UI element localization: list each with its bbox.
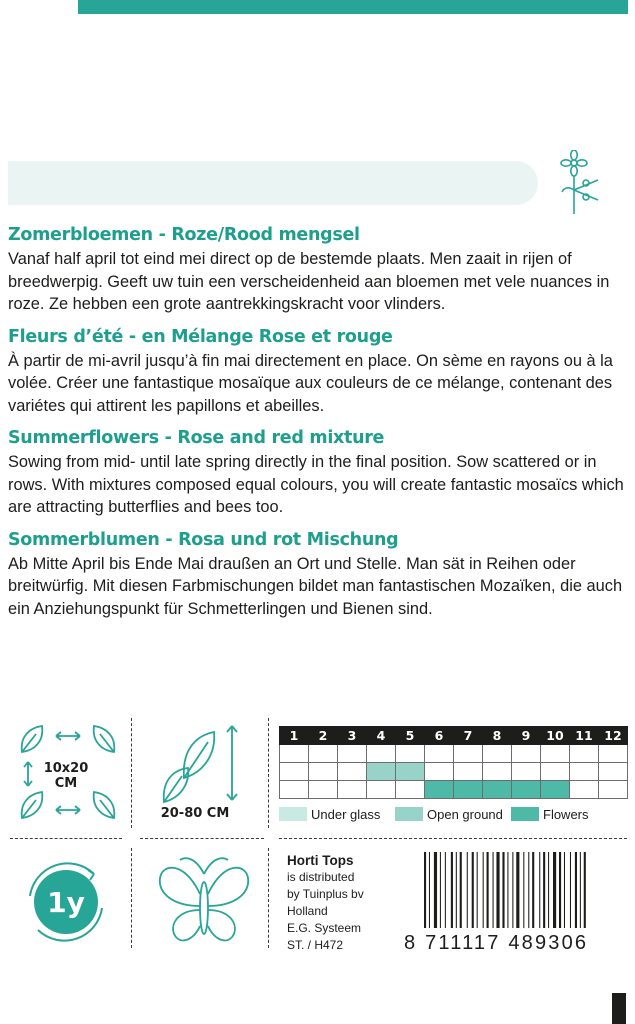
legend-swatch-open-ground [395, 807, 423, 821]
calendar-cell [454, 745, 483, 763]
company-line: Holland [287, 904, 328, 918]
calendar-cell [396, 745, 425, 763]
barcode-bar [564, 852, 565, 928]
calendar-cell [599, 763, 628, 781]
calendar-cell [483, 763, 512, 781]
barcode-bar [575, 852, 577, 928]
distributor-info [287, 852, 364, 954]
barcode-bar [559, 852, 561, 928]
month-header: 9 [512, 727, 541, 745]
calendar-cell [512, 781, 541, 799]
calendar-cell [599, 781, 628, 799]
month-header: 4 [367, 727, 396, 745]
barcode-bar [487, 852, 489, 928]
section-text: Vanaf half april tot eind mei direct op de bestemde plaats. Men zaait in rijen of breedwerpig. Geeft uw tuin een verscheidenheid aan bloemen met vele nuances in roze. Ze hebben een grote aantrekkingskracht voor vlinders. [8, 250, 610, 313]
calendar-cell [367, 763, 396, 781]
section-title: Fleurs d’été - en Mélange Rose et rouge [8, 326, 393, 347]
barcode-bar [424, 852, 426, 928]
calendar-cell [425, 763, 454, 781]
height-label: 20-80 CM [160, 806, 230, 821]
calendar-cell [541, 781, 570, 799]
barcode-bar [456, 852, 457, 928]
spacing-unit: CM [54, 776, 78, 791]
divider [268, 848, 269, 948]
legend-label-under-glass: Under glass [311, 807, 381, 822]
divider [140, 838, 264, 839]
month-header: 2 [309, 727, 338, 745]
company-line: E.G. Systeem [287, 921, 362, 935]
calendar-cell [570, 763, 599, 781]
divider [279, 838, 627, 839]
barcode-bar [516, 852, 519, 928]
calendar-cell [454, 763, 483, 781]
calendar-row-open-ground [280, 763, 628, 781]
month-header: 7 [454, 727, 483, 745]
name-band [8, 161, 538, 205]
calendar-cell [541, 763, 570, 781]
brand-name: Horti Tops [287, 853, 354, 868]
calendar-cell [280, 763, 309, 781]
calendar-months [280, 727, 628, 745]
month-header: 5 [396, 727, 425, 745]
calendar-cell [454, 781, 483, 799]
barcode-bar [539, 852, 540, 928]
sowing-calendar [279, 726, 628, 799]
divider [10, 838, 122, 839]
barcode-bar [548, 852, 549, 928]
barcode-bar [483, 852, 484, 928]
plant-height-icon [152, 722, 248, 804]
month-header: 3 [338, 727, 367, 745]
barcode-bar [502, 852, 504, 928]
company-line: by Tuinplus bv [287, 887, 364, 901]
barcode-bar [543, 852, 545, 928]
calendar-cell [280, 781, 309, 799]
butterfly-icon [154, 854, 254, 948]
corner-mark [612, 993, 626, 1024]
calendar-cell [570, 745, 599, 763]
section-text: À partir de mi-avril jusqu’à fin mai directement en place. On sème en rayons ou à la volée. Créer une fantastique mosaïque aux couleurs de ce mélange, contenant des variétes qui attirent les papillons et abeilles. [8, 351, 613, 415]
calendar-cell [541, 745, 570, 763]
calendar-cell [570, 781, 599, 799]
legend-swatch-under-glass [279, 807, 307, 821]
barcode-bar [493, 852, 494, 928]
barcode-digits: 8 711117 489306 [404, 932, 589, 954]
barcode-bar [472, 852, 474, 928]
section-text: Sowing from mid- until late spring directly in the final position. Sow scattered or in rows. With mixtures composed equal colours, you will create fantastic mosaïcs which are attracting butterflies and bees too. [8, 453, 624, 516]
barcode-bar [445, 852, 446, 928]
calendar-cell [599, 745, 628, 763]
month-header: 12 [599, 727, 628, 745]
legend-label-flowers: Flowers [543, 807, 589, 822]
calendar-cell [309, 745, 338, 763]
calendar-cell [367, 745, 396, 763]
flower-scissors-icon [552, 150, 604, 216]
barcode-bar [451, 852, 453, 928]
section-french [8, 324, 630, 418]
calendar-cell [483, 781, 512, 799]
annual-cycle-icon [16, 856, 116, 946]
barcode-bar [477, 852, 478, 928]
calendar-cell [425, 745, 454, 763]
top-accent-bar [78, 0, 628, 14]
calendar-cell [338, 763, 367, 781]
barcode-bar [553, 852, 556, 928]
month-header: 6 [425, 727, 454, 745]
barcode-bar [580, 852, 581, 928]
barcode-bar [584, 852, 586, 928]
barcode-bar [460, 852, 462, 928]
divider [268, 718, 269, 828]
calendar-legend [279, 806, 629, 824]
section-title: Sommerblumen - Rosa und rot Mischung [8, 529, 399, 550]
section-german [8, 527, 630, 621]
lifecycle-label: 1y [47, 886, 85, 919]
calendar-cell [512, 763, 541, 781]
section-english [8, 425, 630, 519]
barcode-bar [467, 852, 468, 928]
legend-label-open-ground: Open ground [427, 807, 503, 822]
section-title: Zomerbloemen - Roze/Rood mengsel [8, 225, 360, 245]
calendar-cell [309, 781, 338, 799]
barcode-bar [512, 852, 513, 928]
divider [131, 848, 132, 948]
month-header: 11 [570, 727, 599, 745]
calendar-cell [367, 781, 396, 799]
calendar-row-under-glass [280, 745, 628, 763]
barcode-bar [532, 852, 534, 928]
barcode-bar [570, 852, 571, 928]
calendar-cell [396, 763, 425, 781]
legend-swatch-flowers [511, 807, 539, 821]
section-dutch [8, 222, 630, 316]
divider [131, 718, 132, 828]
calendar-cell [396, 781, 425, 799]
company-line: is distributed [287, 870, 355, 884]
spacing-value: 10x20 [43, 761, 89, 776]
calendar-cell [338, 781, 367, 799]
barcode-bar [523, 852, 524, 928]
section-title: Summerflowers - Rose and red mixture [8, 428, 385, 448]
barcode-bar [429, 852, 430, 928]
barcode-bar [440, 852, 441, 928]
calendar-cell [483, 745, 512, 763]
company-line: ST. / H472 [287, 938, 344, 952]
section-text: Ab Mitte April bis Ende Mai draußen an Ort und Stelle. Man sät in Reihen oder breitwürfig. Mit diesen Farbmischungen bildet man fantastischen Mozaïken, die auch ein Anziehungspunkt für Schmetterlingen und Bienen sind. [8, 554, 623, 618]
month-header: 8 [483, 727, 512, 745]
barcode-bar [496, 852, 499, 928]
calendar-cell [425, 781, 454, 799]
calendar-row-flowers [280, 781, 628, 799]
calendar-cell [280, 745, 309, 763]
calendar-cell [338, 745, 367, 763]
description-sections [8, 222, 630, 628]
month-header: 1 [280, 727, 309, 745]
barcode-bar [434, 852, 437, 928]
barcode-bar [528, 852, 529, 928]
calendar-cell [512, 745, 541, 763]
calendar-cell [309, 763, 338, 781]
spacing-label [40, 761, 92, 791]
month-header: 10 [541, 727, 570, 745]
barcode-bar [507, 852, 508, 928]
